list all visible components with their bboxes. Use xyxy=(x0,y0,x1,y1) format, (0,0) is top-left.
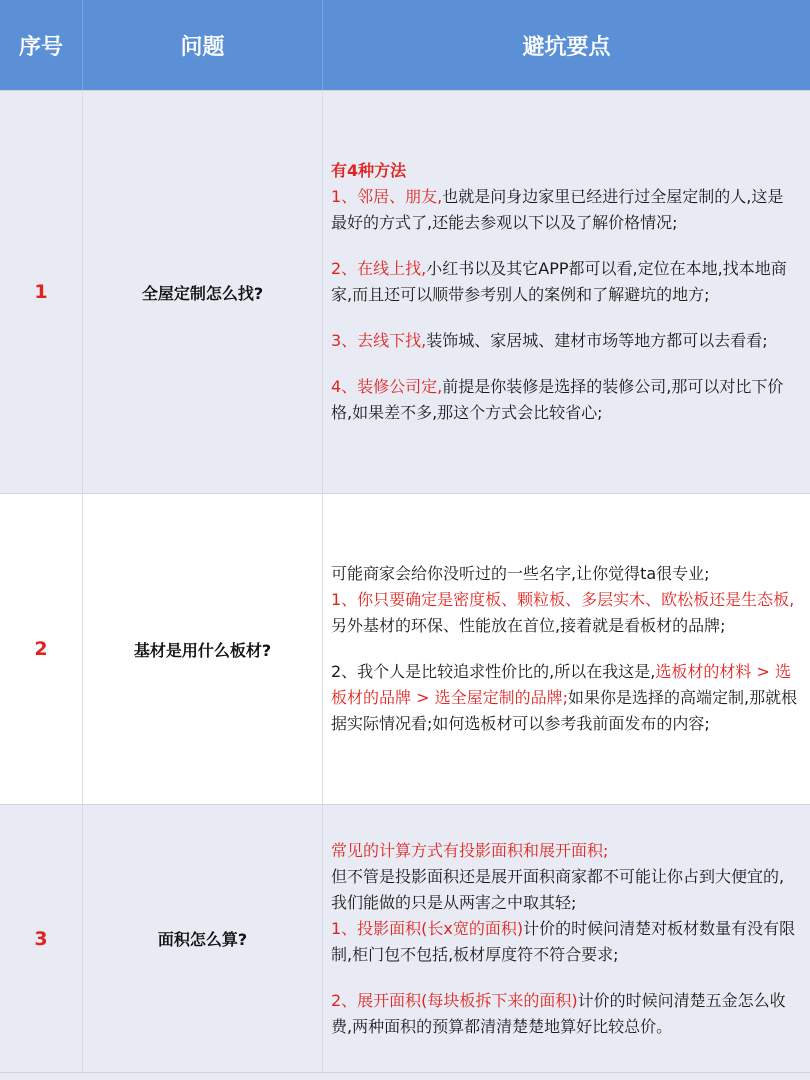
tips-item: 1、邻居、朋友,也就是问身边家里已经进行过全屋定制的人,这是最好的方式了,还能去参观以下以及了解价格情况; xyxy=(331,187,784,232)
table-row xyxy=(0,90,810,493)
row-tips xyxy=(322,91,810,493)
tips-item: 2、展开面积(每块板拆下来的面积)计价的时候问清楚五金怎么收费,两种面积的预算都清清楚楚地算好比较总价。 xyxy=(331,990,786,1036)
row-number: 2 xyxy=(34,638,48,660)
tips-item: 1、投影面积(长x宽的面积)计价的时候问清楚对板材数量有没有限制,柜门包不包括,板材厚度符不符合要求; xyxy=(331,918,796,964)
header-tips: 避坑要点 xyxy=(322,0,810,90)
table-row xyxy=(0,804,810,1072)
row-question: 面积怎么算? xyxy=(82,805,322,1072)
header-number: 序号 xyxy=(18,34,63,60)
table-header xyxy=(0,0,810,90)
tips-intro: 有4种方法 xyxy=(331,161,407,180)
tips-item: 2、我个人是比较追求性价比的,所以在我这是,选板材的材料 > 选板材的品牌 > 选全屋定制的品牌;如果你是选择的高端定制,那就根据实际情况看;如何选板材可以参考我前面发布的内容; xyxy=(331,662,798,733)
tips-item: 1、你只要确定是密度板、颗粒板、多层实木、欧松板还是生态板,另外基材的环保、性能放在首位,接着就是看板材的品牌; xyxy=(331,590,795,635)
table-bottom-edge xyxy=(0,1072,810,1080)
row-tips xyxy=(322,805,810,1072)
tips-item: 4、装修公司定,前提是你装修是选择的装修公司,那可以对比下价格,如果差不多,那这个方式会比较省心; xyxy=(331,377,784,422)
tips-line: 可能商家会给你没听过的一些名字,让你觉得ta很专业; xyxy=(331,564,710,583)
tips-item: 3、去线下找,装饰城、家居城、建材市场等地方都可以去看看; xyxy=(331,331,768,350)
table-row xyxy=(0,493,810,804)
row-tips xyxy=(322,494,810,804)
tips-item: 2、在线上找,小红书以及其它APP都可以看,定位在本地,找本地商家,而且还可以顺带参考别人的案例和了解避坑的地方; xyxy=(331,259,787,304)
row-question: 基材是用什么板材? xyxy=(82,494,322,804)
header-question: 问题 xyxy=(82,0,322,90)
tips-line: 常见的计算方式有投影面积和展开面积; xyxy=(331,840,609,860)
row-number: 3 xyxy=(34,927,48,950)
row-question: 全屋定制怎么找? xyxy=(82,91,322,493)
row-number: 1 xyxy=(34,281,48,303)
tips-line: 但不管是投影面积还是展开面积商家都不可能让你占到大便宜的,我们能做的只是从两害之中取其轻; xyxy=(331,866,785,912)
